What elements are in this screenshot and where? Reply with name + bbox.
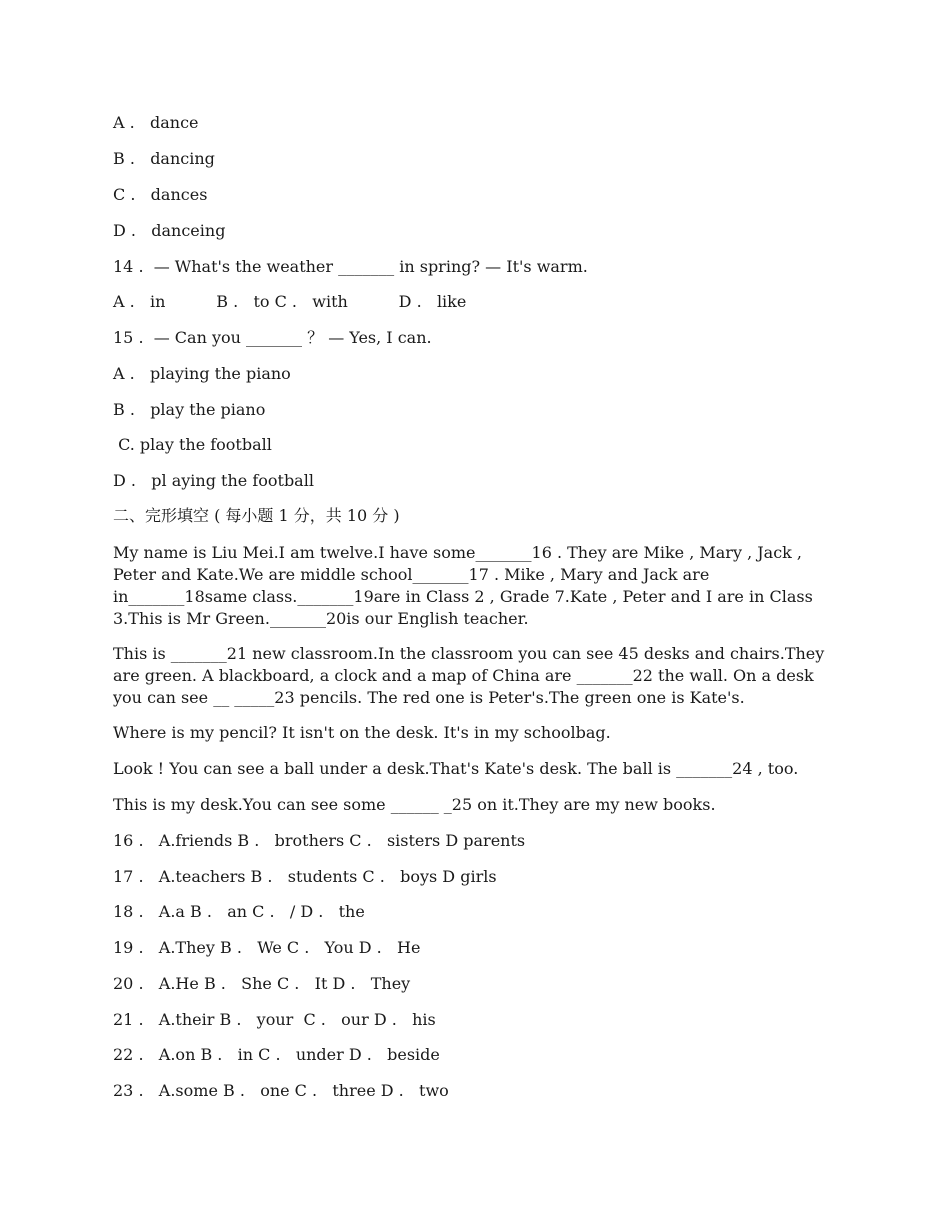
q13-option-c: C . dances — [113, 185, 208, 204]
answer-line-21: 21 . A.their B . your C . our D . his — [113, 1010, 436, 1029]
passage-paragraph-3: Where is my pencil? It isn't on the desk. It's in my schoolbag. — [113, 723, 611, 742]
q14-stem: 14 . — What's the weather _______ in spring? — It's warm. — [113, 257, 588, 276]
q13-option-d: D . danceing — [113, 221, 226, 240]
q13-option-a: A . dance — [113, 113, 199, 132]
q15-stem: 15 . — Can you _______ ？ — Yes, I can. — [113, 328, 432, 347]
answer-line-17: 17 . A.teachers B . students C . boys D girls — [113, 867, 497, 886]
answer-line-18: 18 . A.a B . an C . / D . the — [113, 902, 365, 921]
passage-paragraph-1: My name is Liu Mei.I am twelve.I have some_______16 . They are Mike , Mary , Jack , Peter and Kate.We are middle school_______17 . Mike , Mary and Jack are in_______18same class._______19are in Class 2 , Grade 7.Kate , Peter and I are in Class 3.This is Mr Green._______20is our English teacher. — [113, 543, 813, 628]
answer-line-23: 23 . A.some B . one C . three D . two — [113, 1081, 449, 1100]
q14-options: A . in B . to C . with D . like — [113, 292, 467, 311]
answer-line-22: 22 . A.on B . in C . under D . beside — [113, 1045, 440, 1064]
section-heading: 二、完形填空 ( 每小题 1 分，共 10 分 ) — [113, 506, 400, 525]
q15-option-c: C. play the football — [113, 435, 272, 454]
q13-option-b: B . dancing — [113, 149, 215, 168]
passage-paragraph-5: This is my desk.You can see some ______ _25 on it.They are my new books. — [113, 795, 716, 814]
passage-paragraph-2: This is _______21 new classroom.In the classroom you can see 45 desks and chairs.They are green. A blackboard, a clock and a map of China are _______22 the wall. On a desk you can see __ _____23 pencils. The red one is Peter's.The green one is Kate's. — [113, 644, 825, 707]
q15-option-d: D . pl aying the football — [113, 471, 314, 490]
passage-paragraph-4: Look ! You can see a ball under a desk.That's Kate's desk. The ball is _______24 , too. — [113, 759, 799, 778]
answer-line-19: 19 . A.They B . We C . You D . He — [113, 938, 421, 957]
answer-line-16: 16 . A.friends B . brothers C . sisters D parents — [113, 831, 526, 850]
q15-option-a: A . playing the piano — [113, 364, 291, 383]
q15-option-b: B . play the piano — [113, 400, 266, 419]
answer-line-20: 20 . A.He B . She C . It D . They — [113, 974, 411, 993]
